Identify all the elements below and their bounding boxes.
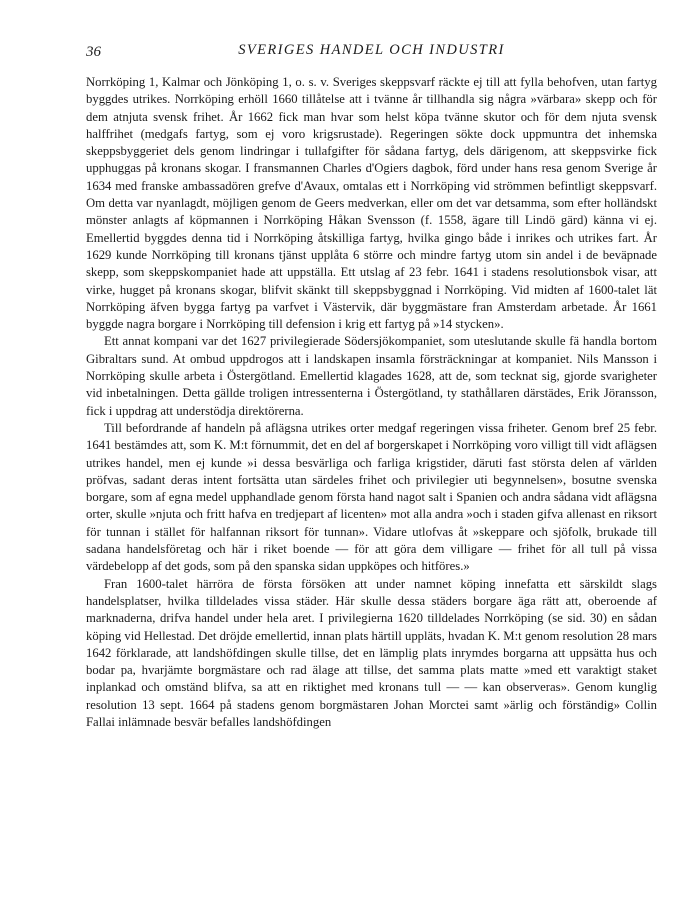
document-page [86, 38, 657, 731]
page-header [86, 38, 657, 64]
page-number: 36 [86, 44, 101, 60]
paragraph-2: Ett annat kompani var det 1627 privilegierade Södersjökompaniet, som uteslutande skulle fä handla bortom Gibraltars sund. At ombud uppdrogos att i landskapen insamla försträckningar at kompaniet. Nils Mansson i Norrköping skulle arbeta i Östergötland. Emellertid klagades 1628, att de, som tecknat sig, gjorde svarigheter vid inbetalningen. Detta gällde troligen intressenterna i Östergötland, ty stathållaren därstädes, Erik Jöransson, fick i uppdrag att understödja direktörerna. [86, 334, 657, 418]
paragraph-4: Fran 1600-talet härröra de första försöken att under namnet köping innefatta ett särskildt slags handelsplatser, hvilka tilldelades vissa städer. Här skulle dessa städers borgare äga rätt att, oberoende af marknaderna, drifva handel under hela aret. I privilegierna 1620 tilldelades Norrköping (se sid. 30) en sådan köping vid Hellestad. Det dröjde emellertid, innan plats härtill uppläts, hvadan K. M:t genom resolution 28 mars 1642 förklarade, att landshöfdingen skulle tillse, det en lämplig plats inrymdes borgarna att uppsätta hus och bodar pa, hvarjämte borgmästare och rad älage att tillse, det samma plats matte »med ett varaktigt staket inplankad och omständ blifva, sa att en riktighet med kronans tull — — kan observeras». Genom kunglig resolution 13 sept. 1664 på stadens genom borgmästaren Johan Morctei samt »ärlig och förständig» Collin Fallai inlämnade besvär befalles landshöfdingen [86, 576, 657, 729]
running-title: SVERIGES HANDEL OCH INDUSTRI [238, 42, 505, 58]
paragraph-1: Norrköping 1, Kalmar och Jönköping 1, o. s. v. Sveriges skeppsvarf räckte ej till att fylla behofven, utan fartyg byggdes utrikes. Norrköping erhöll 1660 tillåtelse att i tvänne år tillhandla sig några »värbara» skepp och för dem atnjuta svensk frihet. År 1662 fick man hvar som helst köpa tvänne skutor och för dem njuta svensk halffrihet (medgafs fartyg, som ej voro krigsrustade). Regeringen sökte dock uppmuntra det inhemska skeppsbyggeriet dels genom lindringar i tullafgifter för sådana fartyg, dels därigenom, att skeppsvirke fick upphuggas på kronans skogar. I fransmannen Charles d'Ogiers dagbok, förd under hans resa genom Sverige år 1634 med franske ambassadören grefve d'Avaux, omtalas ett i Norrköping vid strömmen befintligt skeppsvarf. Om detta var nyanlagdt, möjligen genom de Geers medverkan, eller om det var detsamma, som efter holländskt mönster anlagts af köpmannen i Norrköping Håkan Svensson (f. 1558, ägare till Lindö gärd) känna vi ej. Emellertid byggdes denna tid i Norrköping åtskilliga fartyg, hvilka gingo både i inrikes och utrikes fart. År 1629 kunde Norrköping till kronans tjänst upplåta 6 större och mindre fartyg utom sin andel i de beväpnade skepp, som skeppskompaniet hade att uppställa. Ett utslag af 23 febr. 1641 i stadens resolutionsbok visar, att virke, hugget på kronans skogar, blifvit skänkt till skeppsbyggnad i Norrköping. Vid midten af 1600-talet lät Norrköping äfven bygga fartyg pa varfvet i Västervik, där byggmästare fran Amsterdam arbetade. År 1661 byggde nagra borgare i Norrköping till defension i krig ett fartyg på »14 stycken». [86, 75, 657, 332]
body-text [86, 74, 657, 731]
paragraph-3: Till befordrande af handeln på aflägsna utrikes orter medgaf regeringen vissa friheter. Genom bref 25 febr. 1641 bestämdes att, som K. M:t förnummit, det en del af borgerskapet i Norrköping voro villigt till vidt aflägsen utrikes handel, men ej kunde »i dessa besvärliga och farliga krigstider, däruti fast största delen af världen pröfvas, sadant deras intent fortsätta utan särdeles frihet och privilegier uti begynnelsen», bosutne svenska borgare, som af egna medel upphandlade genom första hand nagot salt i Spanien och andra sådana vidt aflägsna orter, skulle »njuta och fritt hafva en tredjepart af licenten» mot alla andra »och i staden gifva allenast en riksort för tunnan i stället för halfannan riksort för tunnan». Vidare utlofvas åt »skeppare och sjöfolk, brukade till sadana handelsföretag och här i riket boende — för att göra dem villigare — frihet för all tull på vissa värdebelopp af det gods, som på den spanska sidan uppköpes och hitföres.» [86, 420, 657, 574]
